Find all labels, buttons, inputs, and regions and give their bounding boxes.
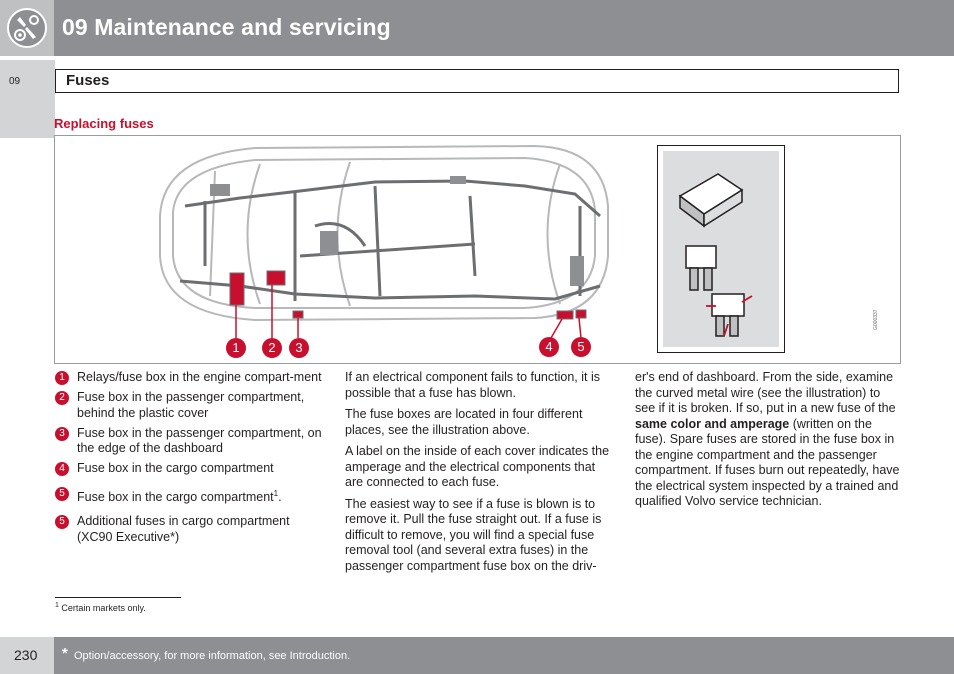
legend-text: Fuse box in the cargo compartment <box>77 489 274 504</box>
legend-number: 4 <box>55 462 69 476</box>
footnote-rule <box>55 597 181 598</box>
section-header <box>55 69 899 93</box>
header-icon-box <box>0 0 54 56</box>
fuse-location-illustration <box>54 135 901 364</box>
legend-item <box>55 390 325 421</box>
legend-number: 5 <box>55 515 69 529</box>
image-code: G000337 <box>873 309 879 330</box>
page-number: 230 <box>14 647 38 663</box>
legend-text: Additional fuses in cargo compartment (XC90 Executive*) <box>77 514 290 544</box>
wrench-gear-icon <box>6 7 48 49</box>
legend-item <box>55 514 325 545</box>
legend-item <box>55 461 325 477</box>
legend-text: Fuse box in the passenger compartment, on the edge of the dashboard <box>77 425 322 455</box>
fuse-detail-inset <box>657 145 785 353</box>
emphasis: same color and amperage <box>635 416 790 431</box>
footnote-marker: 1 <box>273 488 279 498</box>
body-column-3 <box>635 370 901 516</box>
footer-asterisk: * <box>62 645 68 662</box>
paragraph: If an electrical component fails to function, it is possible that a fuse has blown. <box>345 370 600 400</box>
callout-2: 2 <box>262 338 282 358</box>
legend-item <box>55 370 325 386</box>
footnote-number: 1 <box>55 602 59 609</box>
callout-4: 4 <box>539 337 559 357</box>
chapter-number: 09 <box>9 76 21 87</box>
callout-3: 3 <box>289 338 309 358</box>
legend-number: 2 <box>55 391 69 405</box>
paragraph: The easiest way to see if a fuse is blown is to remove it. Pull the fuse straight out. If a fuse is difficult to remove, you will find a special fuse removal tool (and several extra fuses) in the passenger compartment fuse box on the driv- <box>345 496 602 573</box>
footnote <box>55 602 146 613</box>
legend-number: 3 <box>55 427 69 441</box>
legend-text: Fuse box in the cargo compartment <box>77 461 274 475</box>
callout-1: 1 <box>226 338 246 358</box>
legend-number: 1 <box>55 371 69 385</box>
legend-text: Fuse box in the passenger compartment, behind the plastic cover <box>77 390 305 420</box>
side-tab <box>0 60 55 138</box>
section-title: Fuses <box>66 72 110 89</box>
legend-number: 5 <box>55 487 69 501</box>
callout-5: 5 <box>571 337 591 357</box>
legend-suffix: . <box>278 489 282 504</box>
callout-legend <box>55 370 325 550</box>
legend-text: Relays/fuse box in the engine compart-ment <box>77 370 322 384</box>
paragraph: er's end of dashboard. From the side, examine the curved metal wire (see the illustration) to see if it is broken. If so, put in a new fuse of the same color and amperage (written on the fuse). Spare fuses are stored in the fuse box in the engine compartment and the passenger compartment. If fuses burn out repeatedly, have the electrical system inspected by a trained and qualified Volvo service technician. <box>635 370 900 508</box>
footnote-text: Certain markets only. <box>61 603 146 613</box>
fuse-tool-drawing <box>658 146 784 352</box>
chapter-title: 09 Maintenance and servicing <box>62 14 391 40</box>
body-column-2 <box>345 370 613 580</box>
paragraph: The fuse boxes are located in four different places, see the illustration above. <box>345 407 583 437</box>
paragraph: A label on the inside of each cover indicates the amperage and the electrical components that are connected to each fuse. <box>345 444 610 489</box>
footer-note: Option/accessory, for more information, see Introduction. <box>74 650 351 662</box>
legend-item <box>55 426 325 457</box>
subheading: Replacing fuses <box>54 116 154 131</box>
legend-item <box>55 486 325 506</box>
